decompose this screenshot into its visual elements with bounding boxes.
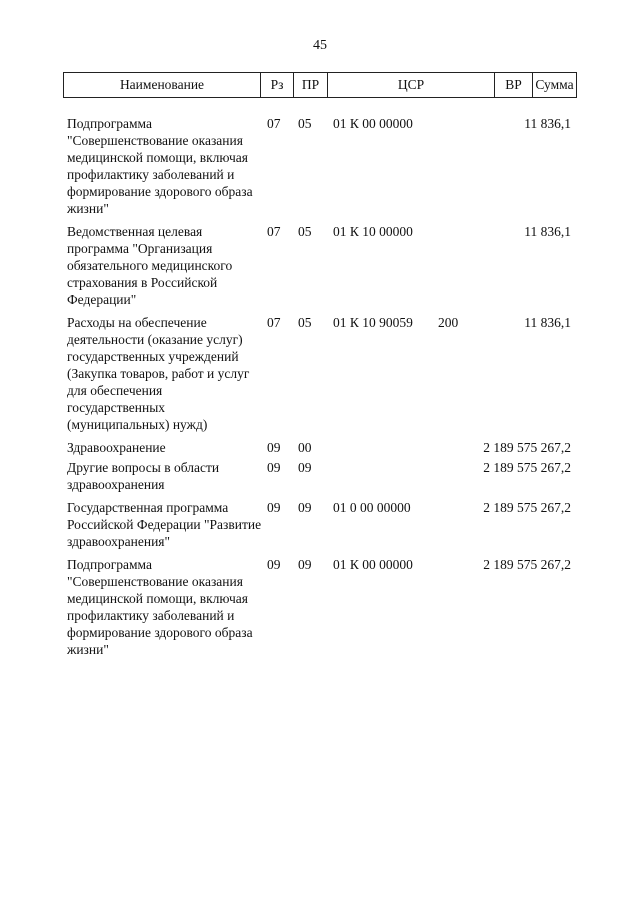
cell-rz: 09 [267, 460, 281, 475]
table-row [0, 314, 640, 433]
header-name: Наименование [64, 73, 261, 97]
cell-rz: 09 [267, 557, 281, 572]
cell-pr: 00 [298, 440, 312, 455]
cell-rz: 09 [267, 440, 281, 455]
cell-sum: 11 836,1 [524, 224, 571, 239]
cell-sum: 2 189 575 267,2 [483, 440, 571, 455]
table-header [63, 72, 577, 98]
header-rz: Рз [261, 73, 294, 97]
table-row [0, 459, 640, 493]
cell-rz: 09 [267, 500, 281, 515]
cell-name: Государственная программа Российской Федерации "Развитие здравоохранения" [67, 500, 262, 549]
cell-pr: 09 [298, 557, 312, 572]
cell-vr: 200 [438, 315, 459, 330]
cell-sum: 11 836,1 [524, 315, 571, 330]
header-sum: Сумма [535, 77, 574, 92]
table-row [0, 115, 640, 217]
cell-sum: 2 189 575 267,2 [483, 557, 571, 572]
cell-pr: 09 [298, 460, 312, 475]
table-row [0, 223, 640, 308]
cell-csr: 01 К 00 00000 [333, 116, 413, 131]
table-row [0, 499, 640, 550]
cell-name: Здравоохранение [67, 440, 166, 455]
cell-rz: 07 [267, 315, 281, 330]
cell-name: Расходы на обеспечение деятельности (оказание услуг) государственных учреждений (Закупка товаров, работ и услуг для обеспечения государственных (муниципальных) нужд) [67, 315, 250, 432]
cell-pr: 05 [298, 224, 312, 239]
cell-rz: 07 [267, 116, 281, 131]
cell-name: Ведомственная целевая программа "Организация обязательного медицинского страхования в Российской Федерации" [67, 224, 233, 307]
cell-csr: 01 К 10 90059 [333, 315, 413, 330]
cell-sum: 2 189 575 267,2 [483, 500, 571, 515]
page-number: 45 [313, 38, 327, 53]
cell-csr: 01 К 10 00000 [333, 224, 413, 239]
cell-rz: 07 [267, 224, 281, 239]
header-vr: ВР [495, 73, 533, 97]
cell-name: Другие вопросы в области здравоохранения [67, 460, 220, 492]
cell-name: Подпрограмма "Совершенствование оказания медицинской помощи, включая профилактику заболеваний и формирование здорового образа жизни" [67, 557, 253, 657]
cell-pr: 05 [298, 116, 312, 131]
table-body [0, 115, 640, 664]
cell-name: Подпрограмма "Совершенствование оказания медицинской помощи, включая профилактику заболеваний и формирование здорового образа жизни" [67, 116, 253, 216]
cell-csr: 01 К 00 00000 [333, 557, 413, 572]
cell-pr: 09 [298, 500, 312, 515]
table-row [0, 556, 640, 658]
cell-csr: 01 0 00 00000 [333, 500, 411, 515]
cell-sum: 2 189 575 267,2 [483, 460, 571, 475]
cell-pr: 05 [298, 315, 312, 330]
cell-sum: 11 836,1 [524, 116, 571, 131]
header-pr: ПР [294, 73, 328, 97]
header-csr: ЦСР [328, 73, 495, 97]
table-row [0, 439, 640, 456]
